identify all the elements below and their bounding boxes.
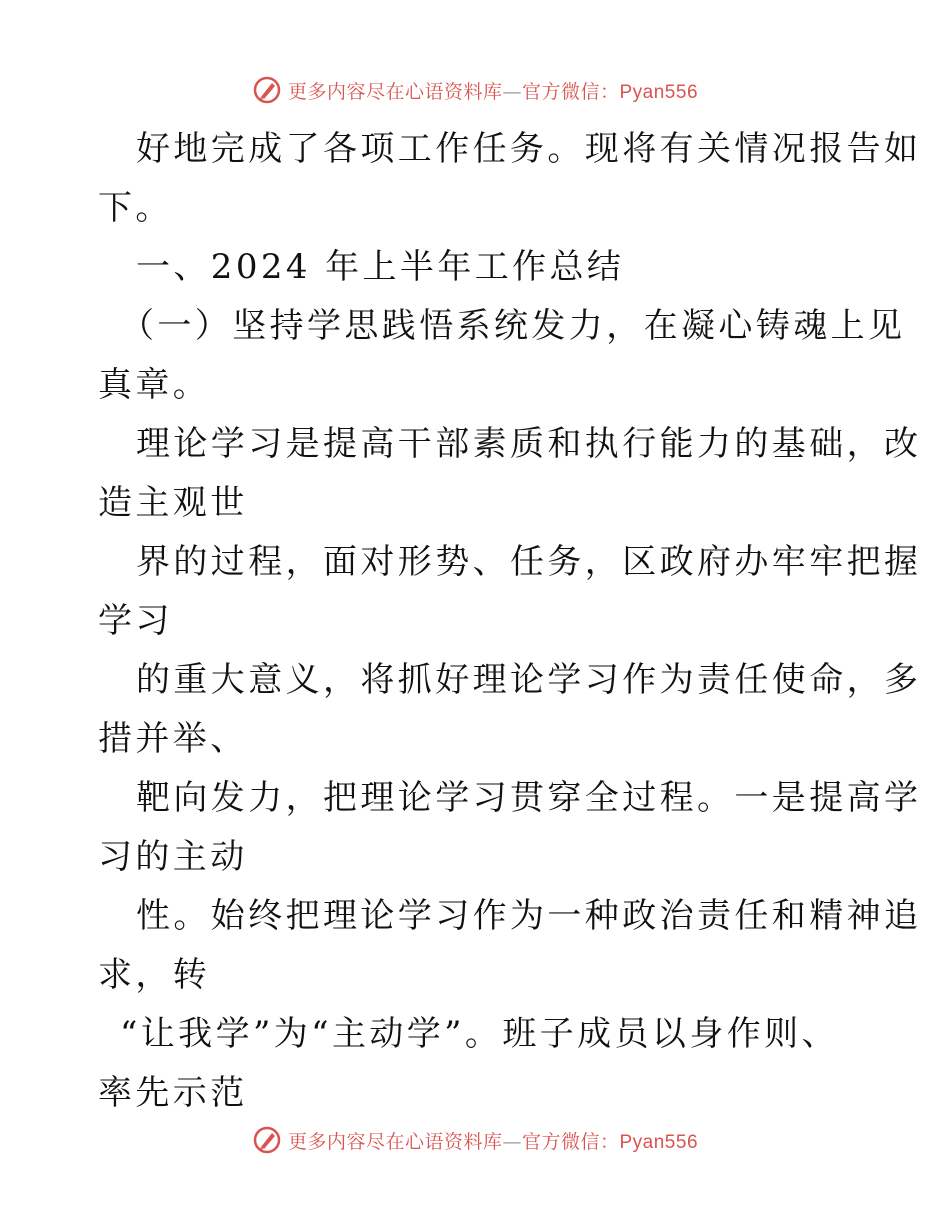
watermark-label: 官方微信： [521, 1130, 620, 1153]
watermark-title: 更多内容尽在心语资料库 [287, 80, 503, 103]
header-watermark [0, 70, 950, 110]
watermark-label: 官方微信： [521, 80, 620, 103]
text-line: 的重大意义，将抓好理论学习作为责任使命，多 [136, 660, 922, 700]
watermark-title: 更多内容尽在心语资料库 [287, 1130, 503, 1153]
pen-logo-icon [252, 1125, 282, 1155]
body-text [98, 120, 922, 1123]
subsection-heading: （一）坚持学思践悟系统发力，在凝心铸魂上见 [120, 306, 906, 346]
text-line: 性。始终把理论学习作为一种政治责任和精神追 [136, 896, 922, 936]
watermark-text [288, 77, 698, 104]
text-line: 学习 [98, 601, 173, 641]
text-line: 造主观世 [98, 483, 248, 523]
text-line: 率先示范 [98, 1073, 248, 1113]
text-line: 界的过程，面对形势、任务，区政府办牢牢把握 [136, 542, 922, 582]
text-line: 好地完成了各项工作任务。现将有关情况报告如 [136, 129, 922, 169]
watermark-text [288, 1127, 698, 1154]
watermark-separator: — [502, 80, 522, 103]
watermark-separator: — [502, 1130, 522, 1153]
text-line: 求，转 [98, 955, 211, 995]
text-line: 真章。 [98, 365, 211, 405]
text-line: 靶向发力，把理论学习贯穿全过程。一是提高学 [136, 778, 922, 818]
section-heading: 一、2024 年上半年工作总结 [136, 247, 625, 287]
watermark-id: Pyan556 [619, 81, 699, 103]
text-line: 理论学习是提高干部素质和执行能力的基础，改 [136, 424, 922, 464]
pen-logo-icon [252, 75, 282, 105]
text-line: 措并举、 [98, 719, 248, 759]
text-line: “让我学”为“主动学”。班子成员以身作则、 [120, 1014, 839, 1054]
watermark-id: Pyan556 [619, 1131, 699, 1153]
text-line: 下。 [98, 188, 173, 228]
footer-watermark [0, 1120, 950, 1160]
text-line: 习的主动 [98, 837, 248, 877]
